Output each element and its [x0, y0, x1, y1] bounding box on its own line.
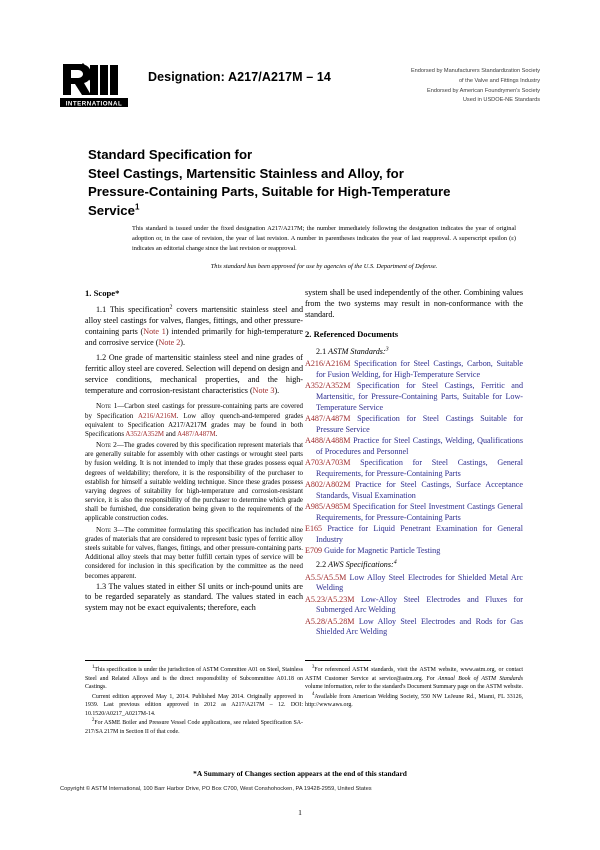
xref-note-2[interactable]: Note 2	[158, 337, 181, 347]
boilerplate-paragraph: This standard is issued under the fixed designation A217/A217M; the number immediately following the designation indicates the year of original adoption or, in the case of revision, the year of last revision. A number in parentheses indicates the year of last reapproval. A superscript epsilon (ε) indicates an editorial change since the last revision or reapproval.	[132, 225, 516, 252]
p1-2-text-b: ).	[274, 385, 280, 395]
document-title	[88, 146, 516, 221]
list-item[interactable]	[305, 524, 523, 546]
section-heading-referenced-documents: 2. Referenced Documents	[305, 329, 399, 340]
list-item[interactable]	[305, 381, 523, 413]
list-item[interactable]	[305, 414, 523, 436]
xref-a216[interactable]: A216/A216M	[137, 412, 177, 420]
note-1-text-d: .	[215, 430, 218, 438]
footnote-2-text: For ASME Boiler and Pressure Vessel Code applications, see related Specification SA-217/SA 217M in Section II of that code.	[85, 720, 303, 735]
p1-1-text-b: covers martensitic stainless steel and alloy steel castings for valves, flanges, fittings, and other pressure-containing parts (	[85, 305, 303, 336]
note-2-label: Note 2	[96, 440, 117, 450]
note-3-label: Note 3	[96, 524, 118, 534]
xref-a352[interactable]: A352/A352M	[125, 430, 165, 438]
list-item[interactable]	[305, 617, 523, 639]
page-number: 1	[298, 808, 302, 817]
title-line-2: Steel Castings, Martensitic Stainless and Alloy, for	[88, 165, 404, 181]
aws-head-footnote-marker: 4	[393, 559, 397, 566]
note-1-text-b: . Low alloy quench-and-tempered grades equivalent to Specification A217/A217M grades may be found in both Specifications	[85, 412, 304, 438]
title-line-3: Pressure-Containing Parts, Suitable for High-Temperature	[88, 184, 451, 200]
standard-title: Guide for Magnetic Particle Testing	[322, 546, 441, 556]
page-header	[60, 62, 540, 114]
endorsement-block	[310, 67, 540, 106]
note-2	[85, 440, 303, 524]
endorsement-line-1: Endorsed by Manufacturers Standardization Society	[410, 68, 540, 74]
astm-logo	[60, 62, 128, 108]
standard-id: E709	[305, 546, 323, 556]
endorsement-line-4: Used in USDOE-NE Standards	[462, 97, 540, 104]
list-item[interactable]	[305, 595, 523, 617]
footnote-2	[85, 719, 303, 736]
footnote-rule	[305, 660, 371, 661]
aws-specifications-list	[305, 573, 523, 639]
title-footnote-marker: 1	[134, 202, 140, 212]
p1-2-text-a: 1.2 One grade of martensitic stainless steel and nine grades of ferritic alloy steel are covered. Selection will depend on design and service conditions, mechanical properties, and the high-temperature and corrosion-resistant characteristics (	[85, 353, 303, 395]
standard-id: E165	[305, 524, 323, 534]
footnote-1-text: This specification is under the jurisdiction of ASTM Committee A01 on Steel, Stainless Steel and Related Alloys and is the direct responsibility of Subcommittee A01.18 on Castings.	[85, 667, 303, 691]
footnote-edition	[85, 693, 303, 719]
standard-title: Low-Alloy Steel Electrodes and Fluxes for Submerged Arc Welding	[316, 594, 523, 615]
footnote-edition-text: Current edition approved May 1, 2014. Published May 2014. Originally approved in 1939. Last previous edition approved in 2012 as A217/A217M – 12. DOI: 10.1520/A0217_A0217M-14.	[85, 693, 303, 717]
paragraph-1-1	[85, 305, 303, 348]
list-item[interactable]	[305, 359, 523, 381]
p1-1-text-d: ).	[180, 337, 186, 347]
xref-note-1[interactable]: Note 1	[143, 326, 166, 336]
footnote-4-text: Available from American Welding Society, 550 NW LeJeune Rd., Miami, FL 33126, http://www.aws.org.	[305, 693, 523, 709]
footnote-3-marker: 3	[312, 665, 315, 671]
note-2-text: —The grades covered by this specification represent materials that are generally suitable for assembly with other castings or wrought steel parts by fusion welding. It is not intended to imply that these grades possess equal degrees of weldability; therefore, it is the responsibility of the purchaser to establish for himself a suitable welding technique. Since these grades possess varying degrees of suitability for high-temperature and corrosion-resistant service, it is also the responsibility of the purchaser to determine which grade shall be furnished, due consideration being given to the requirements of the applicable construction codes.	[85, 442, 303, 523]
footnote-1	[85, 666, 303, 692]
footnote-3	[305, 666, 523, 692]
footnote-3-text-a: For referenced ASTM standards, visit the ASTM website, www.astm.org, or contact ASTM Customer Service at service@astm.org. For	[305, 667, 523, 682]
xref-note-3[interactable]: Note 3	[252, 385, 275, 395]
standard-title: Low Alloy Steel Electrodes and Rods for Gas Shielded Arc Welding	[316, 616, 523, 637]
standard-id: A985/A985M	[305, 502, 351, 512]
standard-title: Specification for Steel Investment Castings General Requirements, for Pressure-Containing Parts	[316, 502, 523, 522]
footnotes-left	[85, 660, 303, 738]
standard-id: A703/A703M	[305, 458, 351, 468]
subsection-aws-specifications	[305, 560, 523, 571]
astm-standards-list	[305, 359, 523, 557]
standard-title: Specification for Steel Castings, General Requirements, for Pressure-Containing Parts	[316, 458, 523, 478]
footnote-1-marker: 1	[92, 665, 95, 671]
standard-id: A487/A487M	[305, 414, 351, 424]
list-item[interactable]	[305, 573, 523, 595]
aws-head-label: AWS Specifications:	[328, 559, 394, 569]
note-3	[85, 525, 303, 581]
standard-boilerplate	[132, 224, 516, 272]
section-heading-scope: 1. Scope*	[85, 288, 120, 298]
astm-head-number: 2.1	[316, 346, 329, 356]
note-1-text-c: and	[164, 430, 178, 438]
note-1-label: Note 1	[96, 401, 118, 411]
standard-title: Low Alloy Steel Electrodes for Shielded Metal Arc Welding	[316, 572, 523, 593]
standard-title: Specification for Steel Castings, Carbon, Suitable for Fusion Welding, for High-Temperature Service	[316, 359, 523, 380]
list-item[interactable]	[305, 436, 523, 458]
standard-id: A216/A216M	[305, 359, 351, 369]
standard-title: Practice for Steel Castings, Welding, Qualifications of Procedures and Personnel	[316, 436, 523, 456]
standard-id: A802/A802M	[305, 480, 351, 490]
aws-head-number: 2.2	[316, 559, 329, 569]
note-1-text-a: —Carbon steel castings for pressure-containing parts are covered by Specification	[85, 403, 303, 420]
footnote-rule	[85, 660, 151, 661]
footnotes-right	[305, 660, 523, 711]
endorsement-line-3: Endorsed by American Foundrymen's Society	[427, 87, 540, 94]
standard-id: A352/A352M	[305, 381, 351, 391]
astm-head-footnote-marker: 3	[385, 345, 389, 352]
standard-title: Practice for Steel Castings, Surface Acceptance Standards, Visual Examination	[316, 480, 523, 500]
standard-title: Practice for Liquid Penetrant Examination for General Industry	[316, 524, 523, 544]
title-line-4-text: Service	[88, 203, 135, 219]
standard-title: Specification for Steel Castings Suitable for Pressure Service	[316, 414, 523, 434]
list-item[interactable]	[305, 502, 523, 524]
note-1	[85, 401, 303, 439]
copyright-line: Copyright © ASTM International, 100 Barr Harbor Drive, PO Box C700, West Conshohocken, PA 19428-2959, United States	[60, 786, 372, 792]
list-item[interactable]	[305, 480, 523, 502]
dod-approval-note: This standard has been approved for use by agencies of the U.S. Department of Defense.	[210, 263, 438, 271]
footnote-2-marker: 2	[92, 718, 95, 724]
p1-1-footnote-marker: 2	[169, 304, 173, 311]
xref-a487[interactable]: A487/A487M	[177, 430, 216, 438]
column-left	[85, 288, 303, 621]
endorsement-line-2: of the Valve and Fittings Industry	[458, 77, 540, 84]
footnote-4	[305, 693, 523, 710]
standard-id: A488/A488M	[305, 436, 351, 446]
subsection-astm-standards	[305, 347, 523, 358]
note-3-text: —The committee formulating this specification has included nine grades of materials that are considered to represent basic types of ferritic alloy steels suitable for valves, flanges, fittings, and other pressure-containing parts. Additional alloy steels that may better fulfill certain types of service will be considered for inclusion in this specification by the committee as the need becomes apparent.	[85, 526, 303, 580]
list-item[interactable]	[305, 546, 523, 557]
paragraph-1-3-continued: system shall be used independently of the other. Combining values from the two systems may result in non-conformance with the standard.	[305, 288, 523, 319]
title-line-1: Standard Specification for	[88, 147, 253, 162]
svg-text:INTERNATIONAL: INTERNATIONAL	[65, 100, 123, 108]
summary-of-changes-note: *A Summary of Changes section appears at the end of this standard	[193, 769, 407, 778]
footnote-3-text-italic: Annual Book of ASTM Standards	[437, 675, 523, 682]
title-line-4	[88, 202, 516, 221]
paragraph-1-3: 1.3 The values stated in either SI units or inch-pound units are to be regarded separately as standard. The values stated in each system may not be exact equivalents; therefore, each	[85, 581, 303, 613]
column-right	[305, 288, 523, 641]
paragraph-1-2	[85, 353, 303, 396]
p1-1-text-a: 1.1 This specification	[96, 305, 170, 315]
astm-head-label: ASTM Standards:	[328, 346, 386, 356]
standard-id: A5.23/A5.23M	[305, 594, 355, 604]
designation-label: Designation: A217/A217M – 14	[148, 70, 331, 84]
standard-id: A5.5/A5.5M	[305, 572, 347, 582]
footnote-3-text-b: volume information, refer to the standard's Document Summary page on the ASTM website.	[305, 684, 523, 691]
footnote-4-marker: 4	[312, 691, 315, 697]
list-item[interactable]	[305, 458, 523, 480]
p1-1-text-c: ) intended primarily for high-temperature and corrosive service (	[85, 326, 304, 347]
standard-id: A5.28/A5.28M	[305, 616, 355, 626]
standard-title: Specification for Steel Castings, Ferritic and Martensitic, for Pressure-Containing Parts, Suitable for Low-Temperature Service	[316, 381, 523, 412]
